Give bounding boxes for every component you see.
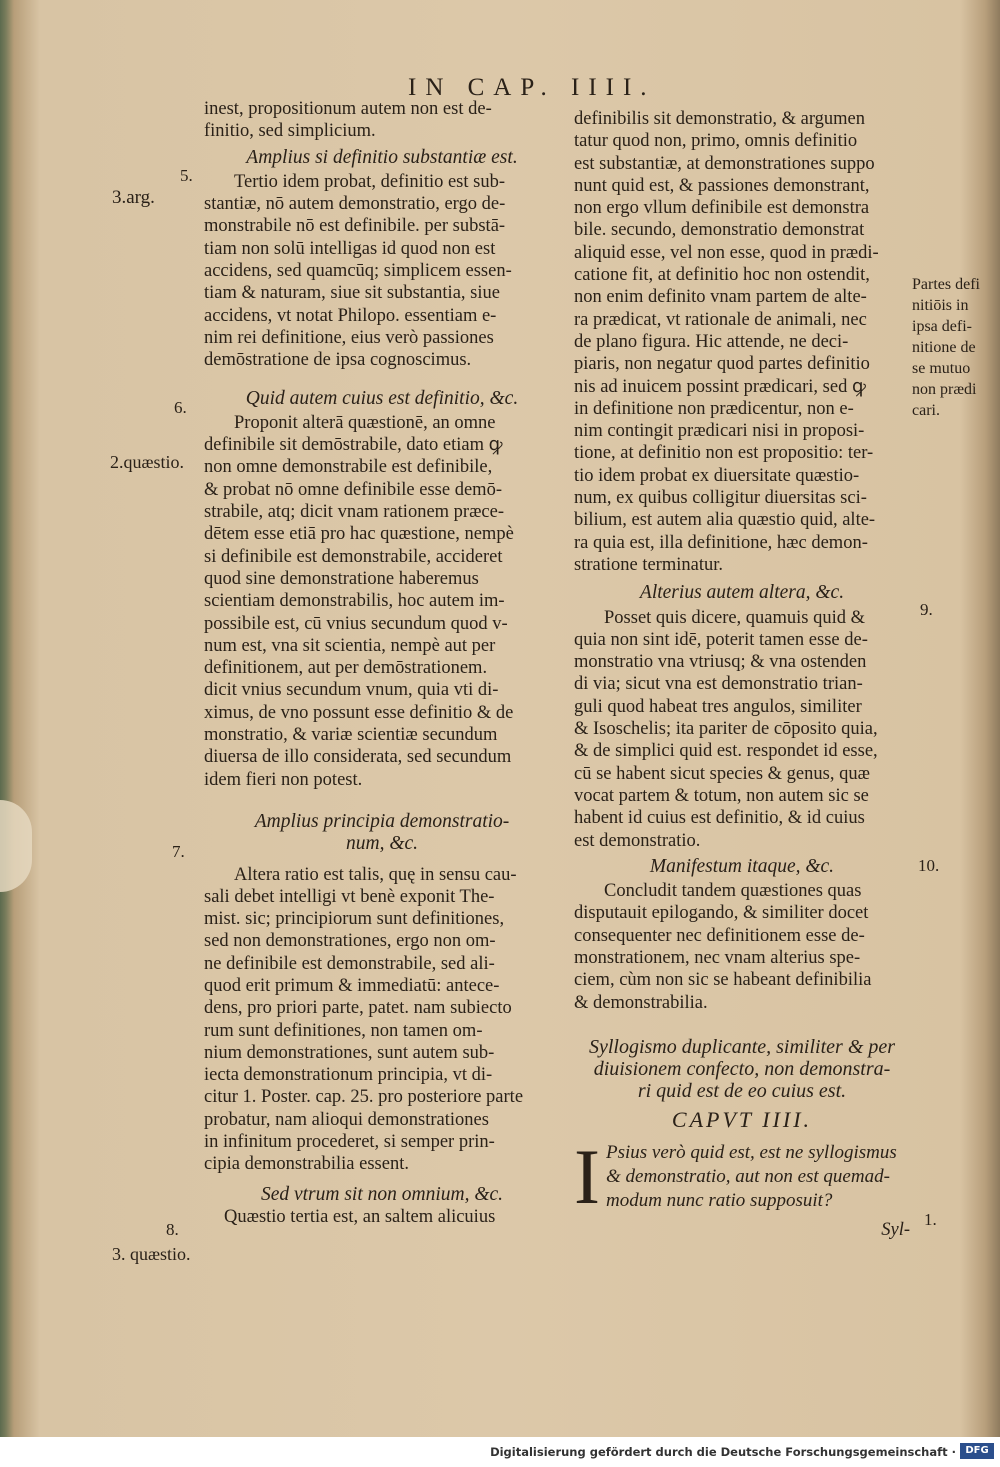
text-line: tione, at definitio non est propositio: ter-	[574, 443, 874, 464]
text-line: Tertio idem probat, definitio est sub-	[234, 171, 506, 192]
text-line: demōstratione de ipsa cognoscimus.	[204, 350, 472, 371]
margin-number-8: 8.	[166, 1220, 179, 1239]
text-line: Psius verò quid est, est ne syllogismus	[605, 1142, 897, 1164]
text-line: num est, vna sit scientia, nempè aut per	[204, 635, 496, 656]
dfg-logo: DFG	[960, 1443, 994, 1459]
catchword: Syl-	[881, 1220, 910, 1241]
margin-number-6: 6.	[174, 398, 187, 417]
chapter-summary	[574, 1036, 910, 1103]
text-line: finitio, sed simplicium.	[204, 121, 376, 142]
text-line: quia non sint idē, poterit tamen esse de-	[574, 629, 868, 650]
text-line: Posset quis dicere, quamuis quid &	[604, 607, 866, 628]
text-line: de plano figura. Hic attende, ne deci-	[574, 331, 849, 352]
text-line: & demonstrabilia.	[574, 992, 708, 1013]
text-line: stantiæ, nō autem demonstratio, ergo de-	[204, 194, 506, 215]
text-line: Quæstio tertia est, an saltem alicuius	[224, 1206, 496, 1227]
margin-note-line: se mutuo	[912, 360, 971, 377]
text-line: accidens, sed quamcūq; simplicem essen-	[204, 261, 512, 282]
text-line: quod erit primum & immediatū: antece-	[204, 975, 500, 996]
text-line: nunt quid est, & passiones demonstrant,	[574, 175, 870, 196]
paragraph	[574, 607, 910, 852]
text-line: ra quia est, illa definitione, hæc demon-	[574, 532, 868, 553]
text-line: scientiam demonstrabilis, hoc autem im-	[204, 591, 505, 612]
paragraph	[204, 171, 560, 372]
text-line: piaris, non negatur quod partes definitio	[574, 354, 870, 375]
text-line: stratione terminatur.	[574, 554, 723, 575]
text-line: possibile est, cū vnius secundum quod v-	[204, 613, 508, 634]
left-column	[204, 98, 560, 1228]
text-line: disputauit epilogando, & similiter docet	[574, 903, 869, 924]
text-line: ciem, cùm non sic se habeant definibilia	[574, 970, 872, 991]
text-line: definitionem, aut per demōstrationem.	[204, 658, 488, 679]
text-line: Altera ratio est talis, quę in sensu cau-	[234, 864, 517, 885]
margin-note-line: nitione de	[912, 339, 976, 356]
section-heading: Quid autem cuius est definitio, &c.	[245, 387, 519, 409]
text-line: mist. sic; principiorum sunt definitiones,	[204, 909, 505, 930]
text-line: accidens, vt notat Philopo. essentiam e-	[204, 305, 497, 326]
text-line: consequenter nec definitionem esse de-	[574, 925, 865, 946]
text-line: iecta demonstrationum principia, vt di-	[204, 1065, 493, 1086]
text-line: aliquid esse, vel non esse, quod in prædi-	[574, 242, 879, 263]
running-head: IN CAP. IIII.	[408, 74, 656, 101]
text-line: non ergo vllum definibile est demonstra	[574, 198, 870, 219]
text-line: num, ex quibus colligitur diuersitas sci-	[574, 488, 867, 509]
text-line: probatur, nam alioqui demonstrationes	[204, 1109, 489, 1130]
section-heading: Alterius autem altera, &c.	[639, 582, 845, 604]
text-line: est demonstratio.	[574, 830, 701, 851]
paragraph	[574, 880, 910, 1014]
right-column	[574, 108, 910, 1241]
text-line: in definitione non prædicentur, non e-	[574, 398, 854, 419]
margin-note-line: non prædi	[912, 381, 977, 398]
text-line: inest, propositionum autem non est de-	[204, 99, 492, 119]
text-line: sed non demonstrationes, ergo non om-	[204, 931, 496, 952]
text-line: bile. secundo, demonstratio demonstrat	[574, 220, 865, 241]
text-line: monstratio vna vtriusq; & vna ostenden	[574, 652, 867, 673]
text-line: Proponit alterā quæstionē, an omne	[234, 412, 496, 433]
summary-line: diuisionem confecto, non demonstra-	[593, 1058, 891, 1081]
text-line: nim contingit prædicari nisi in proposi-	[574, 421, 865, 442]
text-line: strabile, atq; dicit vnam rationem præce-	[204, 502, 505, 523]
text-line: tatur quod non, primo, omnis definitio	[574, 131, 858, 152]
text-line: bilium, est autem alia quæstio quid, alte-	[574, 510, 876, 531]
drop-cap-initial: I	[574, 1133, 600, 1221]
margin-note	[912, 274, 987, 421]
text-line: rum sunt definitiones, non tamen om-	[204, 1020, 483, 1041]
text-line: & de simplici quid est. respondet id esse,	[574, 741, 878, 762]
section-heading: Sed vtrum sit non omnium, &c.	[260, 1183, 504, 1205]
margin-note-3-quaestio: 3. quæstio.	[112, 1244, 191, 1264]
text-line: citur 1. Poster. cap. 25. pro posteriore parte	[204, 1087, 524, 1108]
section-heading: Manifestum itaque, &c.	[649, 855, 835, 877]
text-line: monstrabile nō est definibile. per substā-	[204, 216, 506, 237]
margin-number-10: 10.	[918, 856, 940, 875]
text-line: cū se habent sicut species & genus, quæ	[574, 763, 870, 784]
text-line: tio idem probat ex diuersitate quæstio-	[574, 465, 860, 486]
text-line: Concludit tandem quæstiones quas	[604, 881, 862, 902]
chapter-opening	[574, 1133, 910, 1221]
paragraph	[204, 412, 560, 791]
text-line: ximus, de vno possunt esse definitio & de	[204, 702, 514, 723]
page-edge-notch	[0, 800, 32, 892]
text-line: ne definibile est demonstrabile, sed ali-	[204, 953, 495, 974]
text-line: monstrationem, nec vnam alterius spe-	[574, 947, 861, 968]
text-line: guli quod habeat tres angulos, similiter	[574, 696, 862, 717]
text-line: ra prædicat, vt rationale de animali, nec	[574, 309, 867, 330]
chapter-title: CAPVT IIII.	[671, 1106, 813, 1132]
margin-note-line: nitiōis in	[912, 297, 969, 314]
text-line: vocat partem & totum, non autem sic se	[574, 785, 869, 806]
margin-number-5: 5.	[180, 166, 193, 185]
text-line: nim rei definitione, eius verò passiones	[204, 327, 494, 348]
margin-note-line: Partes defi	[912, 276, 980, 293]
text-line: est substantiæ, at demonstrationes suppo	[574, 153, 875, 174]
digitization-footer	[0, 1437, 1000, 1467]
text-line: & Isoschelis; ita pariter de cōposito quia,	[574, 719, 878, 740]
text-line: dicit vnius secundum vnum, quia vti di-	[204, 680, 499, 701]
text-line: in infinitum procederet, si semper prin-	[204, 1132, 495, 1153]
text-line: & probat nō omne definibile esse demō-	[204, 479, 502, 500]
text-line: & demonstratio, aut non est quemad-	[605, 1166, 890, 1188]
margin-number-1: 1.	[924, 1210, 937, 1229]
margin-number-7: 7.	[172, 842, 185, 861]
text-line: di via; sicut vna est demonstratio trian-	[574, 674, 863, 695]
text-line: nium demonstrationes, sunt autem sub-	[204, 1042, 495, 1063]
text-line: tiam non solū intelligas id quod non est	[204, 238, 496, 259]
text-line: diuersa de illo considerata, sed secundum	[204, 747, 512, 768]
text-line: monstratio, & variæ scientiæ secundum	[204, 725, 498, 746]
text-line: definibile sit demōstrabile, dato etiam ꝙ	[204, 435, 503, 456]
text-line: catione fit, at definitio hoc non ostendit,	[574, 265, 870, 286]
text-line: cipia demonstrabilia essent.	[204, 1154, 409, 1175]
paragraph	[204, 864, 560, 1176]
text-line: non omne demonstrabile est definibile,	[204, 457, 493, 478]
text-line: tiam & naturam, siue sit substantia, siue	[204, 283, 500, 304]
paragraph	[574, 108, 910, 576]
text-line: non enim definito vnam partem de alte-	[574, 287, 867, 308]
footer-credit: Digitalisierung gefördert durch die Deutsche Forschungsgemeinschaft ·	[490, 1445, 956, 1459]
margin-number-9: 9.	[920, 600, 933, 619]
text-line: si definibile est demonstrabile, accideret	[204, 546, 503, 567]
margin-note-3-arg: 3.arg.	[112, 187, 155, 208]
text-line: definibilis sit demonstratio, & argumen	[574, 109, 865, 129]
text-line: dens, pro priori parte, patet. nam subiecto	[204, 998, 512, 1019]
summary-line: ri quid est de eo cuius est.	[637, 1080, 847, 1103]
margin-note-line: cari.	[912, 402, 940, 419]
section-heading-continued: num, &c.	[345, 833, 419, 855]
text-line: dētem esse etiā pro hac quæstione, nempè	[204, 524, 514, 545]
text-line: quod sine demonstratione haberemus	[204, 568, 479, 589]
text-line: habent id cuius est definitio, & id cuius	[574, 808, 865, 829]
text-line: idem fieri non potest.	[204, 769, 363, 790]
margin-note-2-quaestio: 2.quæstio.	[110, 452, 185, 472]
text-line: sali debet intelligi vt benè exponit The-	[204, 886, 495, 907]
summary-line: Syllogismo duplicante, similiter & per	[588, 1035, 896, 1058]
section-heading: Amplius principia demonstratio-	[254, 810, 510, 832]
section-heading: Amplius si definitio substantiæ est.	[246, 146, 518, 168]
text-line: modum nunc ratio supposuit?	[605, 1190, 833, 1212]
text-line: nis ad inuicem possint prædicari, sed ꝙ	[574, 376, 866, 397]
margin-note-line: ipsa defi-	[912, 318, 972, 335]
